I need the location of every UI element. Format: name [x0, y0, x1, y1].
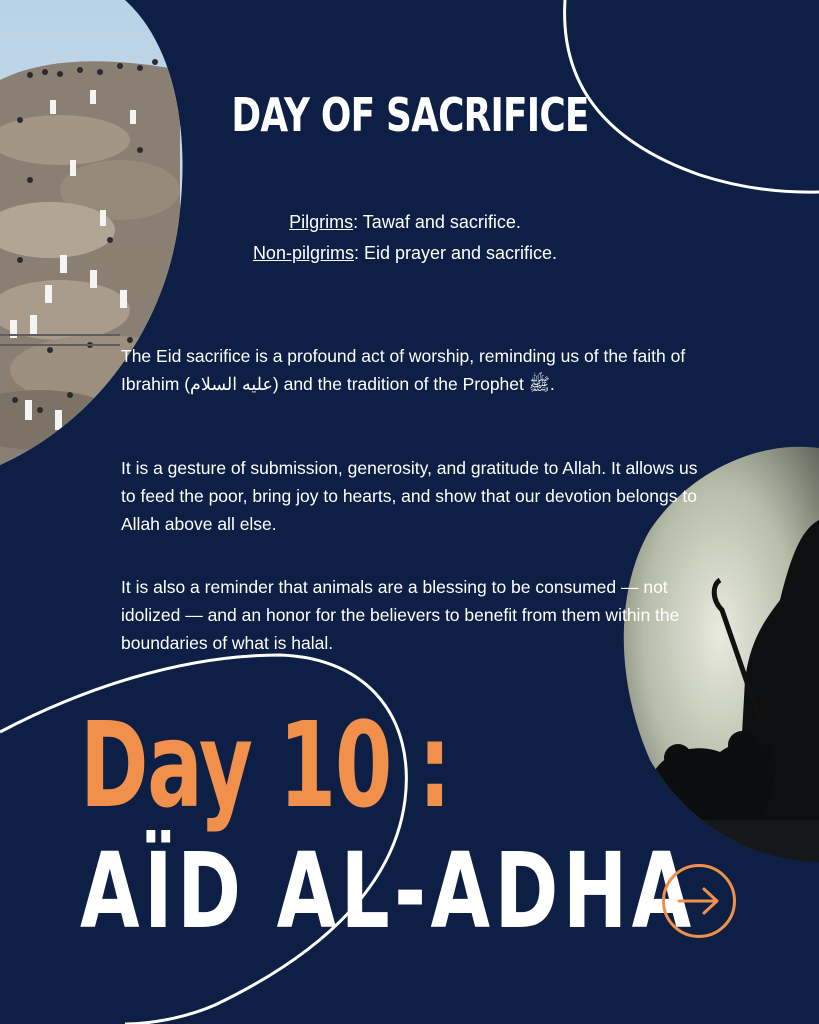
page-title: DAY OF SACRIFICE	[231, 88, 589, 142]
paragraph-submission: It is a gesture of submission, generosity, and gratitude to Allah. It allows us to feed the poor, bring joy to hearts, and show that our devotion belongs to Allah above all else.	[121, 458, 698, 534]
eid-heading: AÏD AL-ADHA	[80, 830, 696, 952]
next-button[interactable]	[662, 864, 736, 938]
non-pilgrims-term: Non-pilgrims	[252, 243, 354, 263]
pilgrims-term: Pilgrims	[289, 212, 354, 232]
arrow-right-icon	[677, 886, 721, 916]
pilgrims-desc: : Tawaf and sacrifice.	[353, 212, 521, 232]
paragraph-blessing: It is also a reminder that animals are a blessing to be consumed — not idolized — and an honor for the believers to benefit from them within the boundaries of what is halal.	[121, 577, 680, 653]
non-pilgrims-desc: : Eid prayer and sacrifice.	[353, 243, 558, 263]
paragraph-sacrifice-worship: The Eid sacrifice is a profound act of worship, reminding us of the faith of Ibrahim (عليه السلام) and the tradition of the Prophet ﷺ.	[121, 346, 686, 394]
day-number-heading: Day 10 :	[80, 696, 450, 834]
crowd-photo	[0, 0, 200, 470]
non-pilgrims-line	[150, 243, 660, 264]
pilgrims-line	[150, 212, 660, 233]
